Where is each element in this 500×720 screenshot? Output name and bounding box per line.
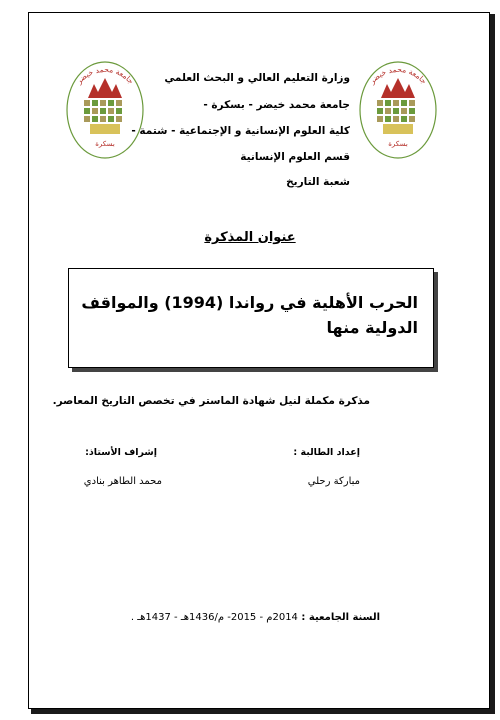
university-logo-right bbox=[357, 60, 439, 162]
university-line: جامعة محمد خيضر - بسكرة - bbox=[203, 99, 350, 111]
ministry-line: وزارة التعليم العالي و البحث العلمي bbox=[164, 72, 350, 84]
supervisor-name: محمد الطاهر بنادي bbox=[83, 476, 162, 487]
logo-city-text: بسكرة bbox=[388, 140, 408, 148]
page-shadow-right bbox=[490, 14, 495, 713]
university-logo-left bbox=[64, 60, 146, 162]
logo-arc-text: جامعة محمد خيضر bbox=[367, 64, 429, 86]
academic-year-value: 2014م - 2015- م/1436هـ - 1437هـ . bbox=[130, 612, 298, 623]
department-line: قسم العلوم الإنسانية bbox=[240, 151, 350, 163]
thesis-title-heading: عنوان المذكرة bbox=[204, 230, 296, 245]
faculty-line: كلية العلوم الإنسانية و الإجتماعية - شتمة - bbox=[131, 125, 350, 137]
student-label: إعداد الطالبة : bbox=[293, 447, 360, 458]
logo-arc-text: جامعة محمد خيضر bbox=[74, 64, 136, 86]
thesis-title: الحرب الأهلية في رواندا (1994) والمواقف الدولية منها bbox=[81, 293, 418, 337]
academic-year bbox=[131, 612, 380, 623]
supervisor-label: إشراف الأستاذ: bbox=[85, 447, 157, 458]
academic-year-label: السنة الجامعية : bbox=[301, 612, 380, 623]
thesis-note: مذكرة مكملة لنيل شهادة الماستر في تخصص التاريخ المعاصر. bbox=[52, 395, 370, 407]
student-name: مباركة رحلي bbox=[307, 476, 360, 487]
logo-city-text: بسكرة bbox=[95, 140, 115, 148]
branch-line: شعبة التاريخ bbox=[286, 176, 350, 188]
page-shadow-bottom bbox=[31, 709, 495, 714]
